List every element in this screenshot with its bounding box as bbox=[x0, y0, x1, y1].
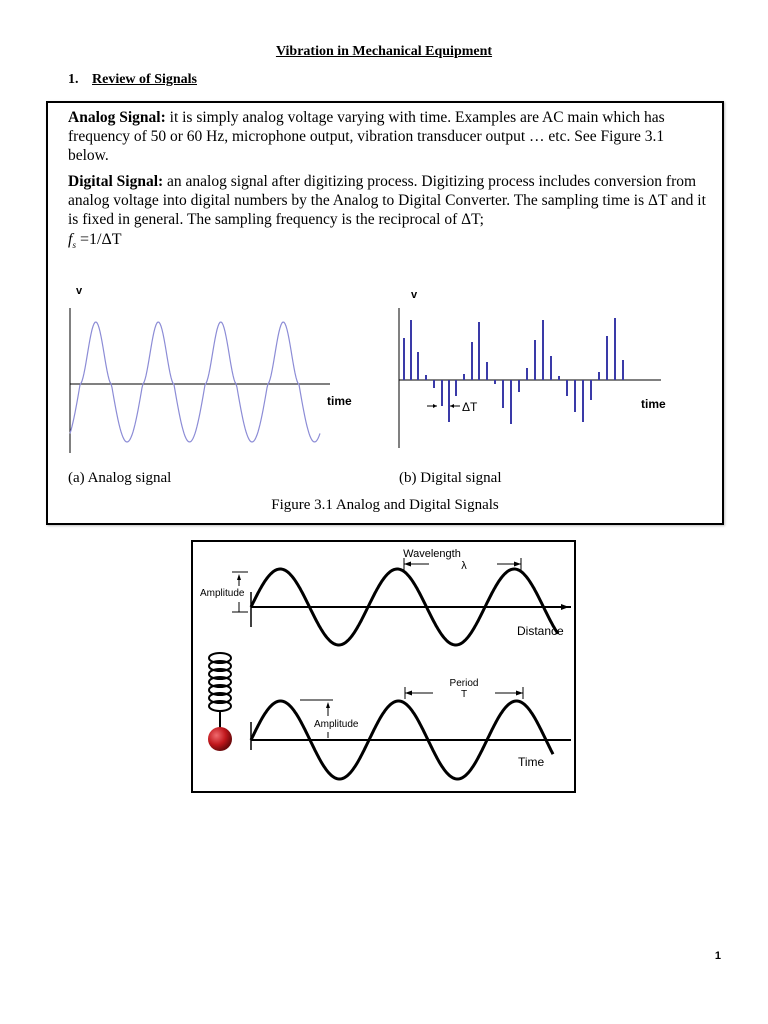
analog-paragraph bbox=[68, 108, 708, 165]
analog-waveform bbox=[70, 322, 320, 442]
delta-t-marker bbox=[427, 400, 478, 414]
label-digital-signal: (b) Digital signal bbox=[399, 470, 502, 486]
distance-label: Distance bbox=[517, 624, 564, 638]
wave-diagram-box bbox=[191, 540, 576, 793]
page-number: 1 bbox=[714, 950, 721, 962]
document-title: Vibration in Mechanical Equipment bbox=[275, 44, 493, 59]
spring-icon bbox=[209, 653, 231, 728]
figure-caption: Figure 3.1 Analog and Digital Signals bbox=[271, 497, 499, 513]
sampling-formula: $f_s =1/\Delta T$ bbox=[68, 231, 122, 251]
signals-box bbox=[46, 101, 724, 525]
digital-signal-plot bbox=[393, 278, 718, 458]
wave-diagram bbox=[193, 542, 574, 791]
analog-label: Analog Signal: bbox=[68, 109, 166, 126]
digital-samples bbox=[404, 318, 623, 424]
analog-signal-plot bbox=[62, 278, 362, 458]
section-heading bbox=[68, 72, 197, 88]
analog-y-label: v bbox=[76, 285, 83, 297]
mass-ball-icon bbox=[208, 727, 232, 751]
lambda-symbol: λ bbox=[461, 560, 467, 572]
digital-label: Digital Signal: bbox=[68, 173, 164, 190]
analog-text: it is simply analog voltage varying with time. Examples are AC main which has frequency of 50 or 60 Hz, microphone output, vibration transducer output … etc. See Figure 3.1 below. bbox=[68, 109, 665, 164]
amplitude-label-top: Amplitude bbox=[200, 588, 245, 599]
digital-x-label: time bbox=[641, 397, 666, 411]
section-title: Review of Signals bbox=[92, 72, 197, 87]
delta-t-label: ΔT bbox=[462, 400, 478, 414]
period-symbol: T bbox=[460, 689, 468, 700]
label-analog-signal: (a) Analog signal bbox=[68, 470, 172, 486]
time-label: Time bbox=[518, 755, 545, 769]
section-number: 1. bbox=[68, 72, 79, 87]
wavelength-label: Wavelength bbox=[403, 548, 461, 560]
analog-x-label: time bbox=[327, 394, 352, 408]
period-label: Period bbox=[449, 678, 479, 689]
digital-text: an analog signal after digitizing process. Digitizing process includes conversion from analog voltage into digital numbers by the Analog to Digital Converter. The sampling time is ΔT and it is fixed in general. The sampling frequency is the reciprocal of ΔT; bbox=[68, 173, 706, 228]
digital-paragraph bbox=[68, 172, 708, 229]
digital-y-label: v bbox=[411, 289, 418, 301]
amplitude-label-bottom: Amplitude bbox=[314, 719, 359, 730]
